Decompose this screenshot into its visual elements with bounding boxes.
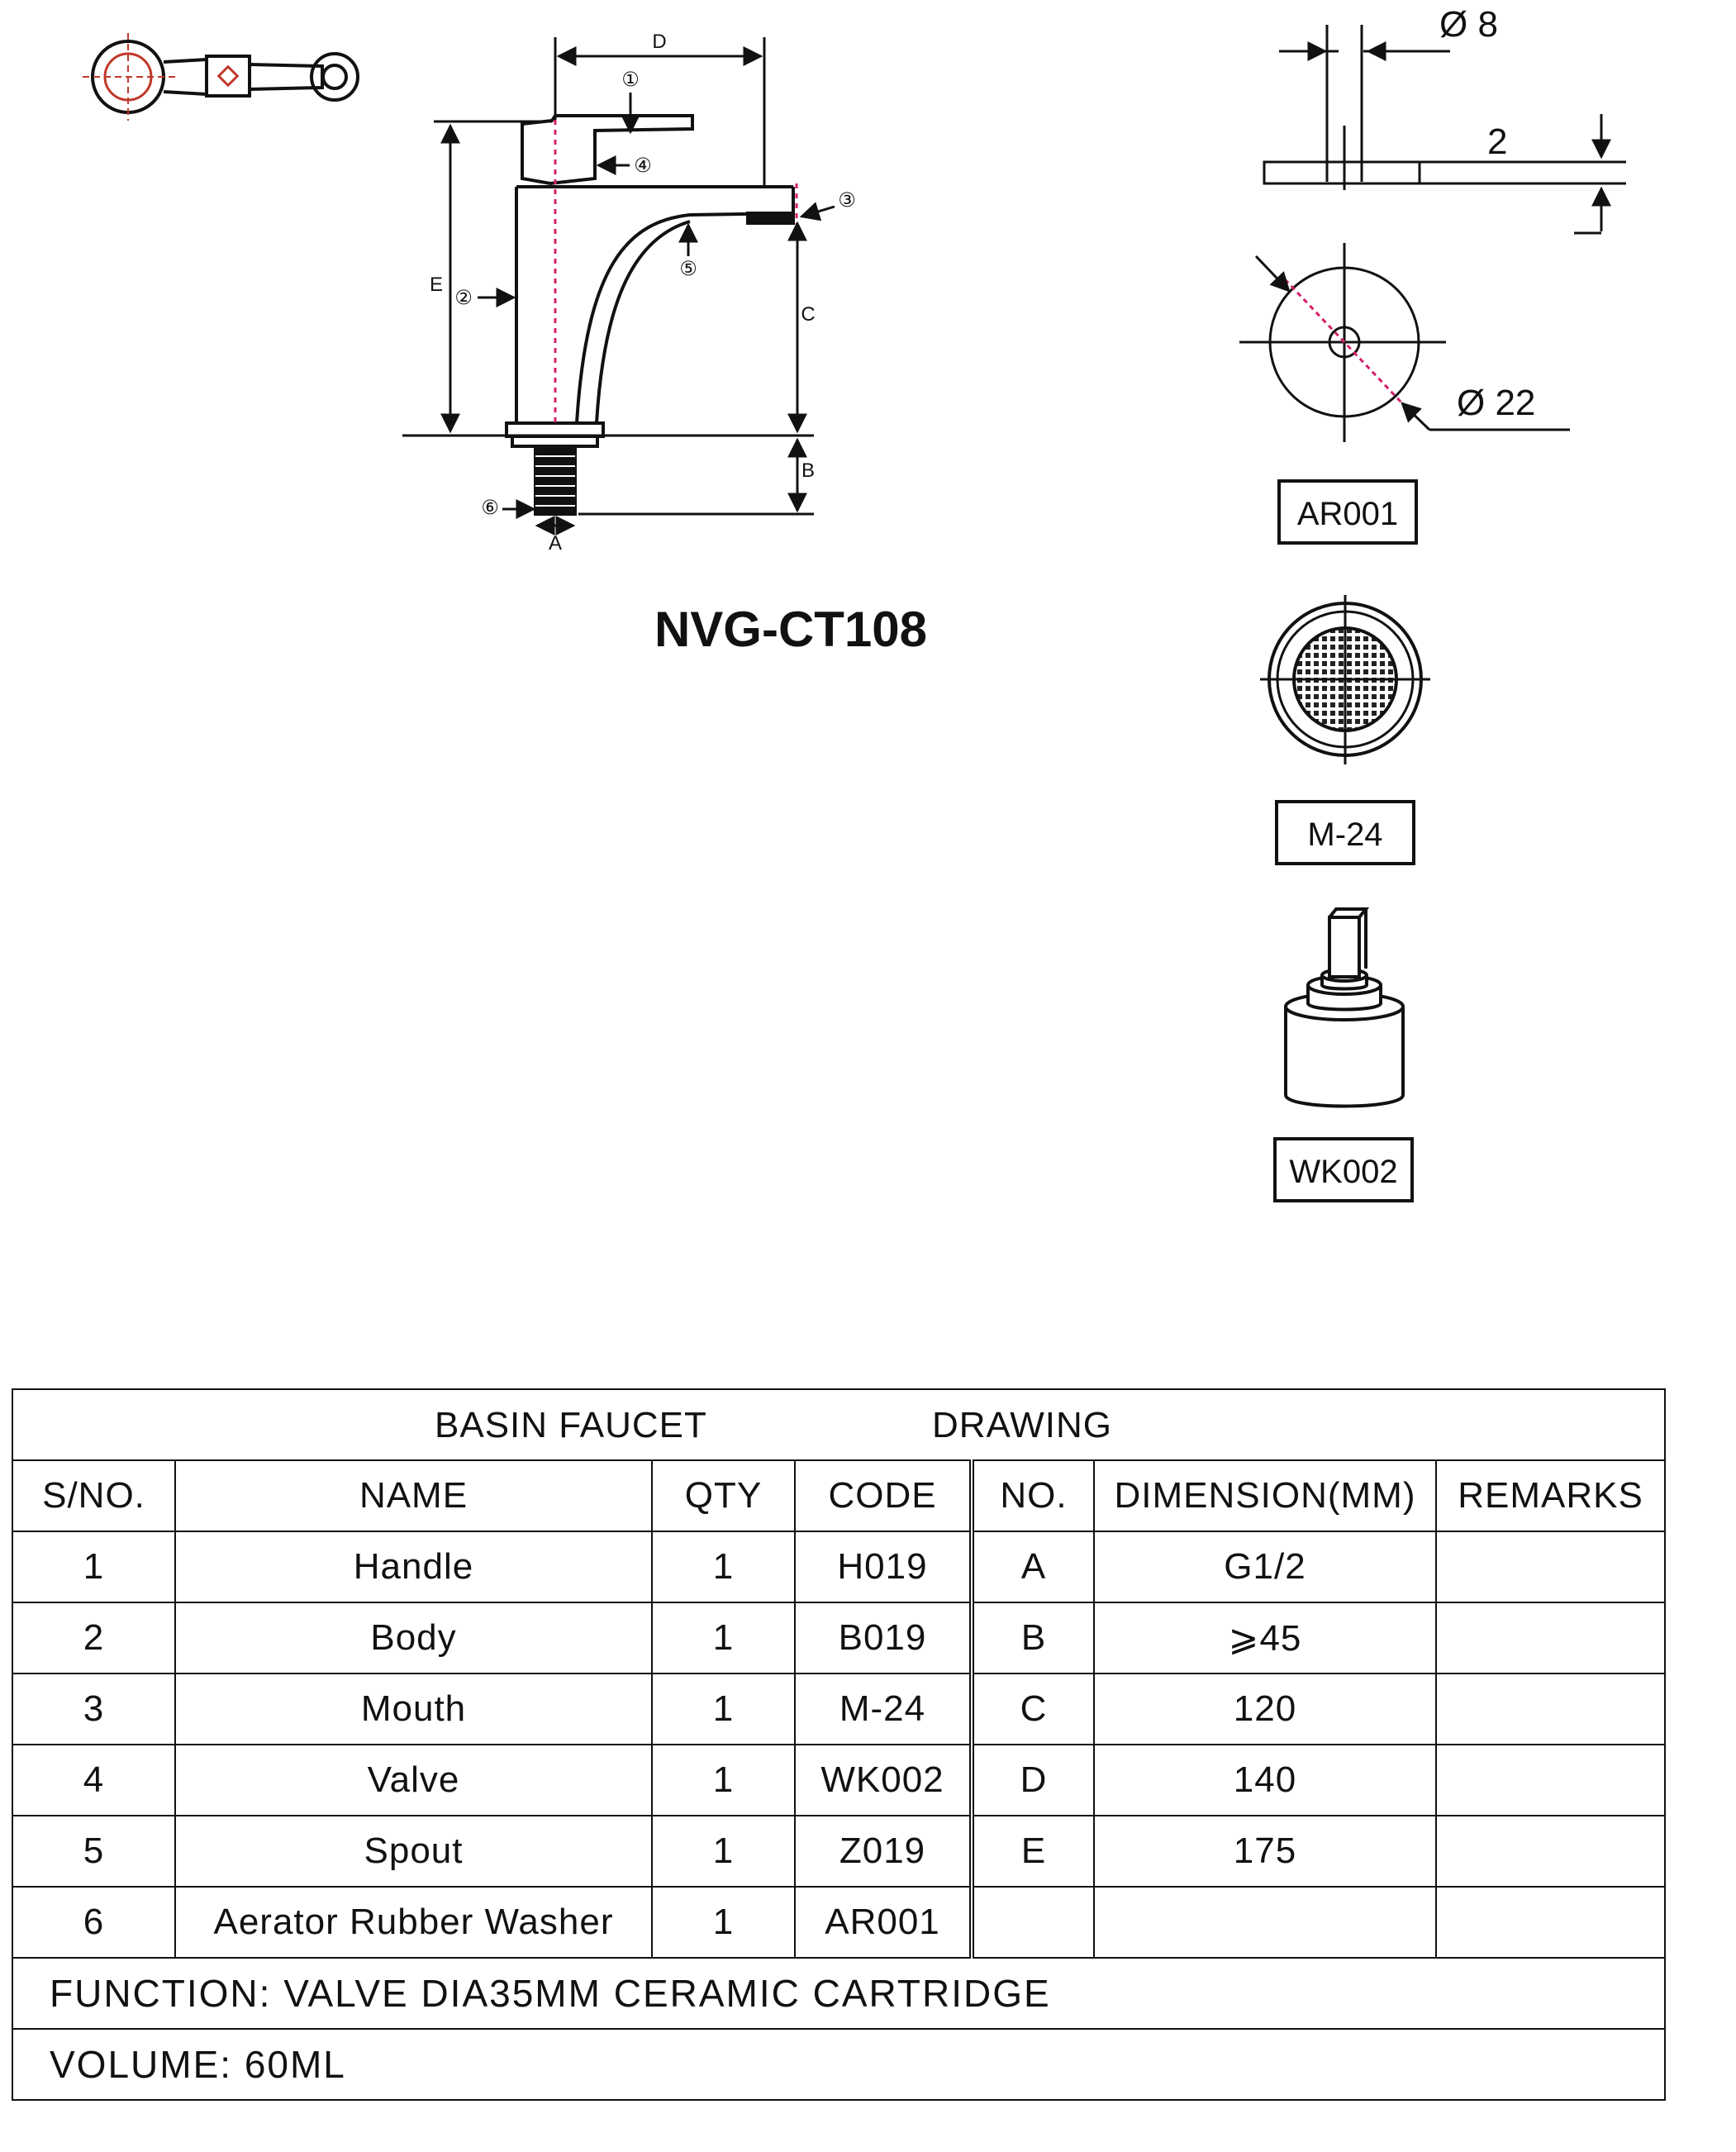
callout-6: ⑥	[481, 497, 499, 519]
part-sno: 1	[12, 1531, 175, 1602]
thickness-label: 2	[1487, 121, 1508, 162]
part-name: Mouth	[175, 1674, 652, 1745]
faucet-side-view	[402, 116, 814, 514]
table-title-row	[12, 1389, 1665, 1460]
part-name: Body	[175, 1602, 652, 1674]
callout-3: ③	[838, 189, 856, 212]
part-code: B019	[795, 1602, 972, 1674]
table-row	[12, 1674, 1665, 1745]
dimension-value: 120	[1094, 1674, 1436, 1745]
table-title-right: DRAWING	[932, 1405, 1113, 1445]
dimension-no: D	[972, 1745, 1094, 1816]
washer-code-label: AR001	[1296, 496, 1399, 532]
part-code: Z019	[795, 1816, 972, 1887]
part-code: M-24	[795, 1674, 972, 1745]
header-remarks: REMARKS	[1436, 1460, 1665, 1531]
dimension-value	[1094, 1887, 1436, 1958]
header-no: NO.	[972, 1460, 1094, 1531]
dimension-remarks	[1436, 1816, 1665, 1887]
model-number: NVG-CT108	[654, 602, 928, 657]
table-row	[12, 1816, 1665, 1887]
part-name: Spout	[175, 1816, 652, 1887]
dimension-no: C	[972, 1674, 1094, 1745]
header-code: CODE	[795, 1460, 972, 1531]
inner-diameter-label: Ø 8	[1439, 4, 1498, 45]
part-name: Handle	[175, 1531, 652, 1602]
aerator-illustration	[1260, 595, 1430, 764]
header-qty: QTY	[652, 1460, 795, 1531]
dim-letter-e: E	[429, 274, 444, 296]
part-sno: 5	[12, 1816, 175, 1887]
part-qty: 1	[652, 1887, 795, 1958]
dim-letter-a: A	[548, 532, 563, 555]
part-sno: 3	[12, 1674, 175, 1745]
dimension-remarks	[1436, 1531, 1665, 1602]
dimension-value: G1/2	[1094, 1531, 1436, 1602]
part-qty: 1	[652, 1674, 795, 1745]
part-qty: 1	[652, 1745, 795, 1816]
header-sno: S/NO.	[12, 1460, 175, 1531]
washer-spec-text	[1439, 4, 1535, 423]
dimension-value: 140	[1094, 1745, 1436, 1816]
callout-2: ②	[454, 287, 473, 309]
part-sno: 2	[12, 1602, 175, 1674]
part-name: Aerator Rubber Washer	[175, 1887, 652, 1958]
dim-letter-b: B	[801, 459, 816, 482]
part-code: AR001	[795, 1887, 972, 1958]
function-row	[12, 1958, 1665, 2029]
washer-section-view	[1264, 25, 1626, 233]
part-qty: 1	[652, 1531, 795, 1602]
function-text: FUNCTION: VALVE DIA35MM CERAMIC CARTRIDGE	[12, 1958, 1665, 2029]
dimension-no	[972, 1887, 1094, 1958]
table-row	[12, 1887, 1665, 1958]
table-row	[12, 1531, 1665, 1602]
dimension-no: A	[972, 1531, 1094, 1602]
dimension-no: B	[972, 1602, 1094, 1674]
header-name: NAME	[175, 1460, 652, 1531]
parts-table	[12, 1388, 1666, 2101]
dimension-value: ⩾45	[1094, 1602, 1436, 1674]
aerator-code-label: M-24	[1307, 817, 1383, 853]
dimension-remarks	[1436, 1602, 1665, 1674]
center-lines	[555, 120, 797, 423]
part-sno: 4	[12, 1745, 175, 1816]
faucet-top-view	[83, 33, 358, 121]
table-header-row	[12, 1460, 1665, 1531]
dimension-no: E	[972, 1816, 1094, 1887]
callout-5: ⑤	[679, 258, 697, 280]
dim-letter-c: C	[801, 303, 816, 326]
callout-4: ④	[634, 155, 652, 177]
dimension-remarks	[1436, 1745, 1665, 1816]
header-dimension: DIMENSION(MM)	[1094, 1460, 1436, 1531]
part-qty: 1	[652, 1602, 795, 1674]
cartridge-code-label: WK002	[1289, 1154, 1398, 1190]
volume-row	[12, 2029, 1665, 2100]
table-row	[12, 1745, 1665, 1816]
outer-diameter-label: Ø 22	[1457, 383, 1536, 423]
callout-1: ①	[621, 69, 640, 91]
part-qty: 1	[652, 1816, 795, 1887]
table-row	[12, 1602, 1665, 1674]
dim-letter-d: D	[652, 31, 667, 53]
part-code: WK002	[795, 1745, 972, 1816]
part-name: Valve	[175, 1745, 652, 1816]
part-code: H019	[795, 1531, 972, 1602]
volume-text: VOLUME: 60ML	[12, 2029, 1665, 2100]
dimension-remarks	[1436, 1674, 1665, 1745]
part-sno: 6	[12, 1887, 175, 1958]
dimension-value: 175	[1094, 1816, 1436, 1887]
table-title-left: BASIN FAUCET	[435, 1405, 707, 1445]
dimension-remarks	[1436, 1887, 1665, 1958]
cartridge-illustration	[1286, 909, 1403, 1107]
